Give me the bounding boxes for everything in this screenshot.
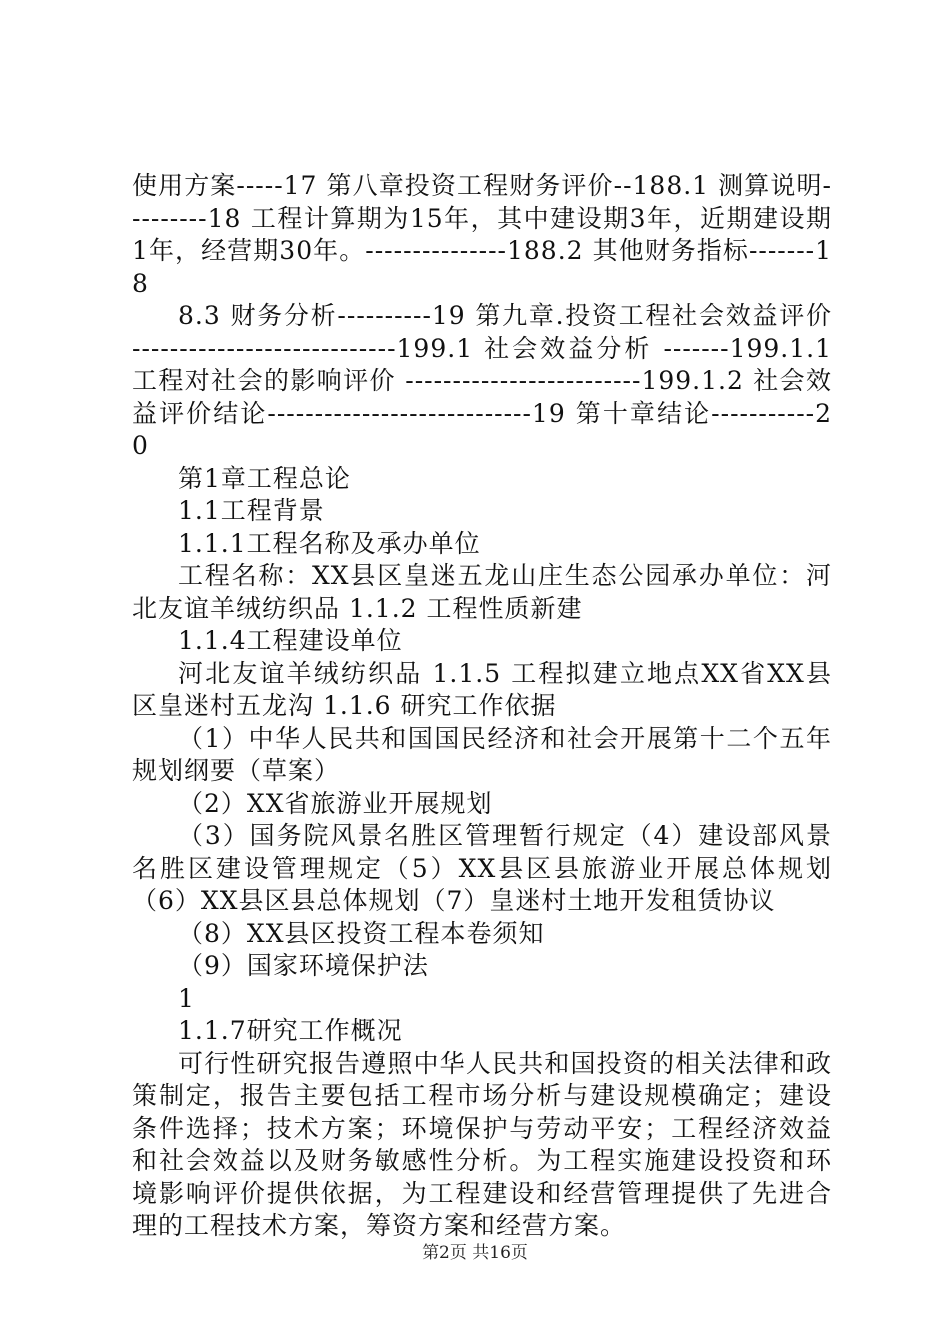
section-heading: 1.1工程背景 bbox=[178, 496, 325, 525]
reference-item: （2）XX省旅游业开展规划 bbox=[178, 788, 493, 818]
reference-item: （9）国家环境保护法 bbox=[178, 951, 429, 980]
subsection-heading: 1.1.4工程建设单位 bbox=[178, 626, 403, 655]
project-location-paragraph: 河北友谊羊绒纺织品 1.1.5 工程拟建立地点XX省XX县区皇迷村五龙沟 1.1.6 研究工作依据 bbox=[132, 658, 832, 720]
overview-paragraph: 可行性研究报告遵照中华人民共和国投资的相关法律和政策制定，报告主要包括工程市场分析与建设规模确定；建设条件选择；技术方案；环境保护与劳动平安；工程经济效益和社会效益以及财务敏感性分析。为工程实施建设投资和环境影响评价提供依据，为工程建设和经营管理提供了先进合理的工程技术方案，筹资方案和经营方案。 bbox=[132, 1048, 832, 1240]
toc-paragraph-1: 使用方案-----17 第八章投资工程财务评价--188.1 测算说明---------18 工程计算期为15年，其中建设期3年，近期建设期1年，经营期30年。---------------188.2 其他财务指标-------18 bbox=[132, 171, 832, 298]
page-footer: 第2页 共16页 bbox=[422, 1243, 528, 1263]
reference-item: （3）国务院风景名胜区管理暂行规定（4）建设部风景名胜区建设管理规定（5）XX县区县旅游业开展总体规划（6）XX县区县总体规划（7）皇迷村土地开发租赁协议 bbox=[132, 821, 832, 915]
subsection-heading: 1.1.1工程名称及承办单位 bbox=[178, 528, 481, 558]
toc-paragraph-2: 8.3 财务分析----------19 第九章.投资工程社会效益评价 ----------------------------199.1 社会效益分析 -------199.1.1 工程对社会的影响评价 -------------------------199.1.2 社会效益评价结论----------------------------19 第十章结论-----------20 bbox=[132, 301, 832, 460]
inline-page-number: 1 bbox=[178, 983, 195, 1013]
reference-item: （8）XX县区投资工程本卷须知 bbox=[178, 918, 545, 948]
chapter-heading: 第1章工程总论 bbox=[178, 463, 351, 493]
subsection-heading: 1.1.7研究工作概况 bbox=[178, 1016, 403, 1045]
reference-item: （1）中华人民共和国国民经济和社会开展第十二个五年规划纲要（草案） bbox=[132, 723, 832, 785]
project-info-paragraph: 工程名称：XX县区皇迷五龙山庄生态公园承办单位：河北友谊羊绒纺织品 1.1.2 工程性质新建 bbox=[132, 561, 832, 623]
document-body bbox=[132, 170, 832, 1243]
